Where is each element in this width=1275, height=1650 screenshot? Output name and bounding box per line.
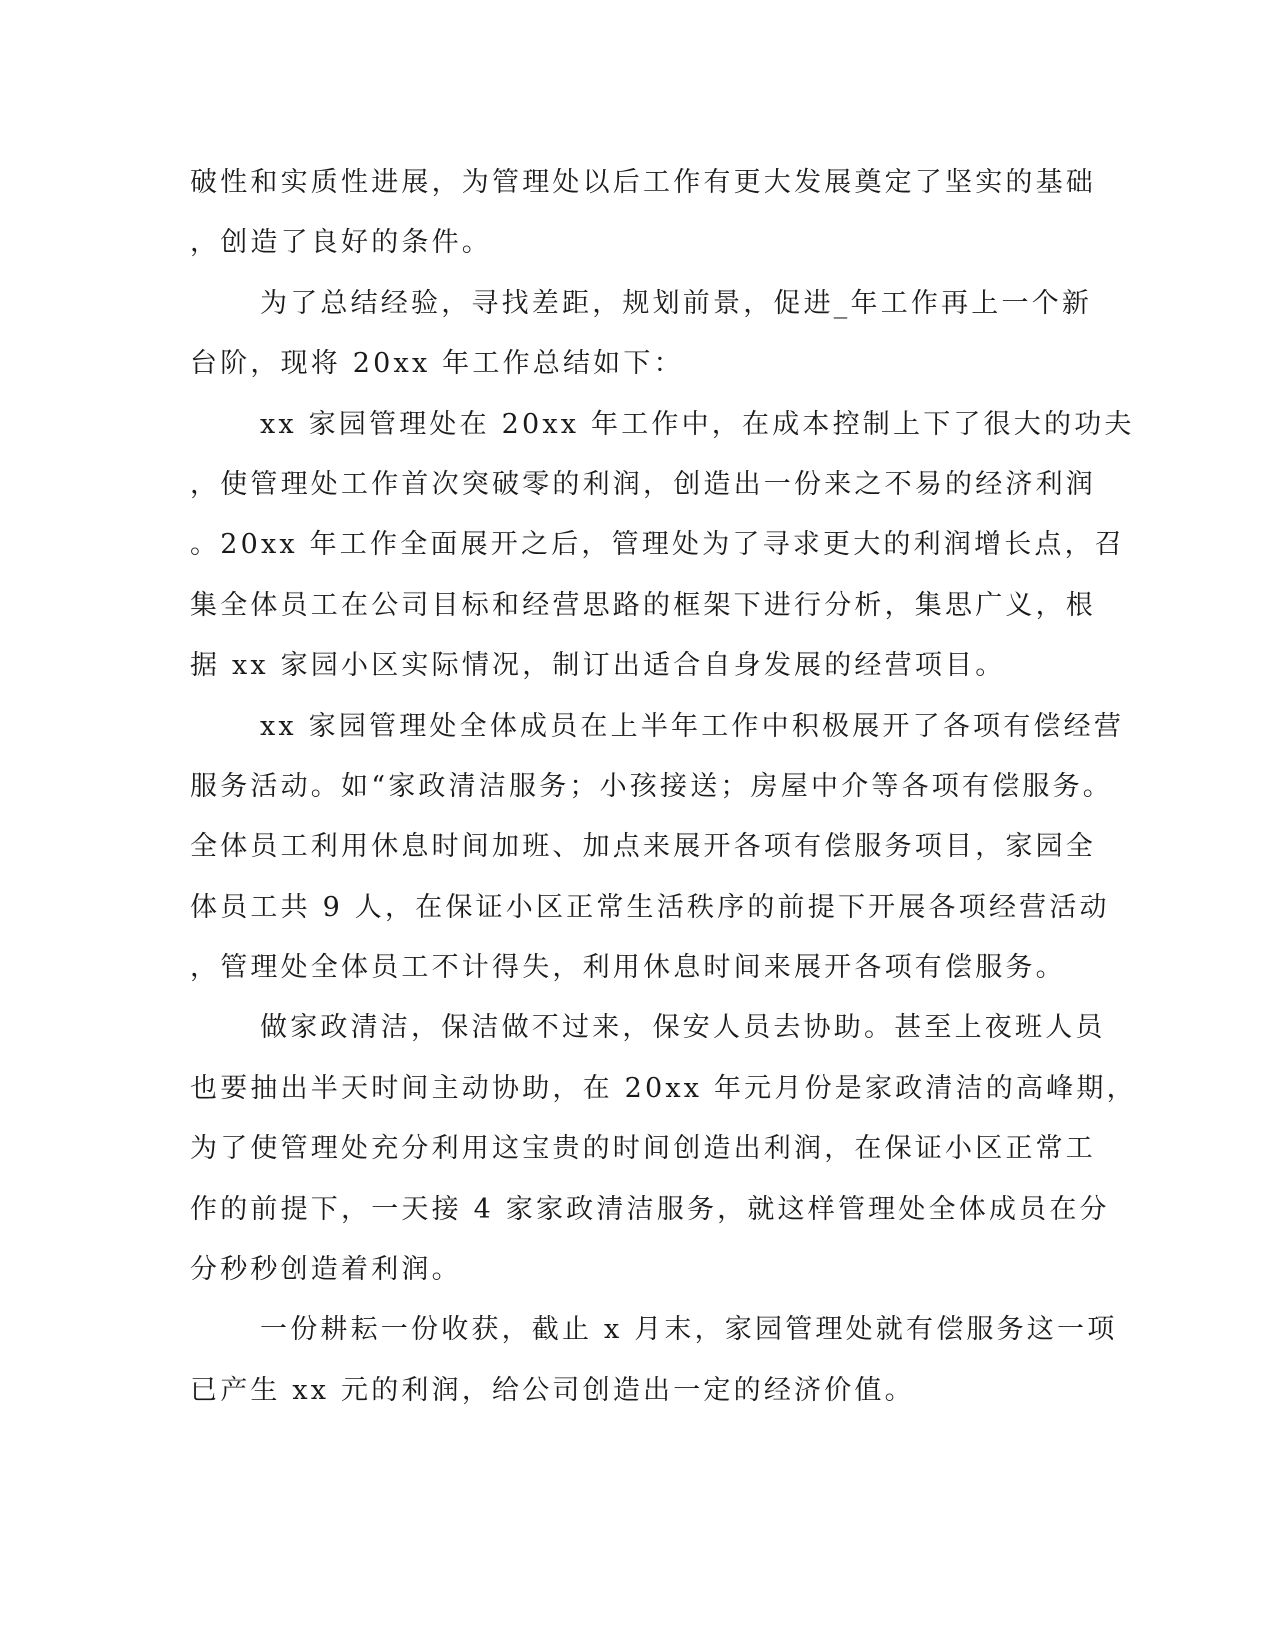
paragraph-start-line: 一份耕耘一份收获，截止 x 月末，家园管理处就有偿服务这一项 <box>260 1314 1118 1346</box>
paragraph-start-line: 做家政清洁，保洁做不过来，保安人员去协助。甚至上夜班人员 <box>260 1012 1106 1044</box>
paragraph-start-line: xx 家园管理处全体成员在上半年工作中积极展开了各项有偿经营 <box>260 710 1125 742</box>
text-line: 也要抽出半天时间主动协助，在 20xx 年元月份是家政清洁的高峰期， <box>190 1072 1137 1104</box>
text-line: 集全体员工在公司目标和经营思路的框架下进行分析，集思广义，根 <box>190 589 1096 621</box>
text-line: 。20xx 年工作全面展开之后，管理处为了寻求更大的利润增长点，召 <box>190 529 1125 561</box>
text-line: 作的前提下，一天接 4 家家政清洁服务，就这样管理处全体成员在分 <box>190 1193 1110 1225</box>
text-line: 体员工共 9 人，在保证小区正常生活秩序的前提下开展各项经营活动 <box>190 891 1110 923</box>
document-body <box>190 163 1137 1431</box>
paragraph-start-line: 为了总结经验，寻找差距，规划前景，促进_年工作再上一个新 <box>260 287 1093 319</box>
paragraph-start-line: xx 家园管理处在 20xx 年工作中，在成本控制上下了很大的功夫 <box>260 408 1135 440</box>
text-line: 全体员工利用休息时间加班、加点来展开各项有偿服务项目，家园全 <box>190 831 1096 863</box>
text-line: 为了使管理处充分利用这宝贵的时间创造出利润，在保证小区正常工 <box>190 1133 1096 1165</box>
text-line: 服务活动。如“家政清洁服务；小孩接送；房屋中介等各项有偿服务。 <box>190 770 1114 802</box>
text-line: ，管理处全体员工不计得失，利用休息时间来展开各项有偿服务。 <box>190 952 1066 984</box>
text-line: 台阶，现将 20xx 年工作总结如下： <box>190 348 684 380</box>
text-line: ，使管理处工作首次突破零的利润，创造出一份来之不易的经济利润 <box>190 468 1096 500</box>
text-line: 分秒秒创造着利润。 <box>190 1254 462 1286</box>
text-line: 据 xx 家园小区实际情况，制订出适合自身发展的经营项目。 <box>190 650 1006 682</box>
text-line: 破性和实质性进展，为管理处以后工作有更大发展奠定了坚实的基础 <box>190 167 1096 198</box>
text-line: 已产生 xx 元的利润，给公司创造出一定的经济价值。 <box>190 1374 915 1406</box>
text-line: ，创造了良好的条件。 <box>190 227 492 259</box>
